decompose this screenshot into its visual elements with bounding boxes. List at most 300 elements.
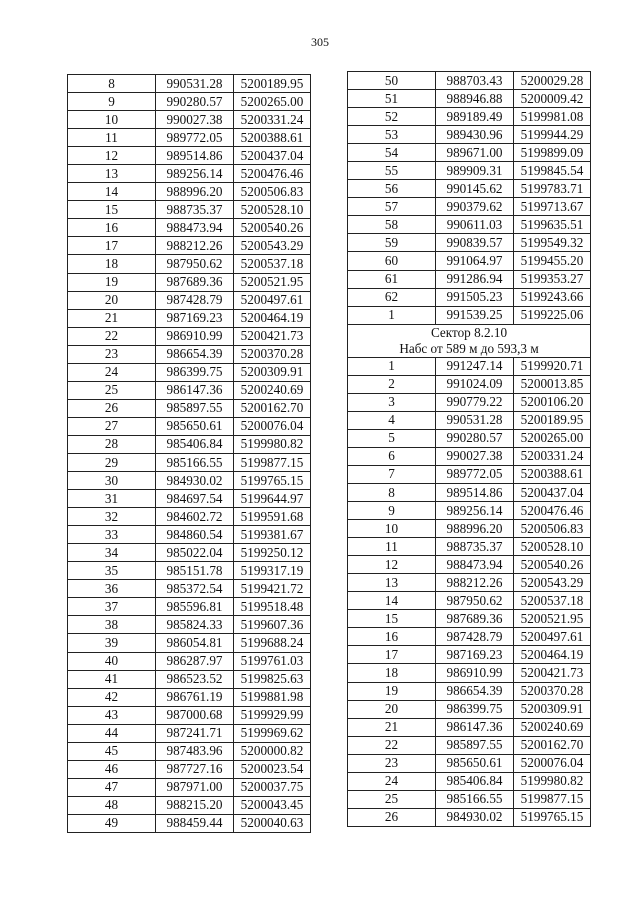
x-coordinate-cell: 984860.54 (156, 526, 234, 544)
x-coordinate-cell: 987950.62 (156, 255, 234, 273)
x-coordinate-cell: 990280.57 (156, 93, 234, 111)
x-coordinate-cell: 988996.20 (156, 183, 234, 201)
y-coordinate-cell: 5200029.28 (514, 72, 591, 90)
y-coordinate-cell: 5200331.24 (234, 111, 311, 129)
table-row (68, 435, 311, 453)
y-coordinate-cell: 5200528.10 (234, 201, 311, 219)
x-coordinate-cell: 989430.96 (436, 126, 514, 144)
table-row (68, 345, 311, 363)
table-row (68, 399, 311, 417)
table-row (348, 790, 591, 808)
table-row (68, 363, 311, 381)
y-coordinate-cell: 5199980.82 (514, 772, 591, 790)
table-row (68, 580, 311, 598)
x-coordinate-cell: 986910.99 (156, 327, 234, 345)
y-coordinate-cell: 5199929.99 (234, 706, 311, 724)
table-row (68, 183, 311, 201)
y-coordinate-cell: 5200265.00 (234, 93, 311, 111)
y-coordinate-cell: 5199421.72 (234, 580, 311, 598)
table-row (68, 327, 311, 345)
point-number-cell: 22 (348, 736, 436, 754)
x-coordinate-cell: 989256.14 (156, 165, 234, 183)
sector-title: Сектор 8.2.10 (430, 324, 508, 340)
table-row (348, 664, 591, 682)
x-coordinate-cell: 990839.57 (436, 234, 514, 252)
point-number-cell: 29 (68, 453, 156, 471)
table-row (68, 309, 311, 327)
point-number-cell: 16 (68, 219, 156, 237)
y-coordinate-cell: 5199877.15 (234, 453, 311, 471)
point-number-cell: 62 (348, 288, 436, 306)
x-coordinate-cell: 991247.14 (436, 357, 514, 375)
point-number-cell: 19 (68, 273, 156, 291)
x-coordinate-cell: 986523.52 (156, 670, 234, 688)
point-number-cell: 44 (68, 724, 156, 742)
y-coordinate-cell: 5199881.98 (234, 688, 311, 706)
point-number-cell: 26 (68, 399, 156, 417)
y-coordinate-cell: 5200537.18 (234, 255, 311, 273)
y-coordinate-cell: 5200388.61 (234, 129, 311, 147)
table-row (68, 796, 311, 814)
table-row (68, 688, 311, 706)
x-coordinate-cell: 991505.23 (436, 288, 514, 306)
table-row (68, 760, 311, 778)
point-number-cell: 11 (68, 129, 156, 147)
x-coordinate-cell: 988946.88 (436, 90, 514, 108)
x-coordinate-cell: 990531.28 (156, 75, 234, 93)
y-coordinate-cell: 5199899.09 (514, 144, 591, 162)
point-number-cell: 23 (348, 754, 436, 772)
y-coordinate-cell: 5200162.70 (514, 736, 591, 754)
table-row (68, 490, 311, 508)
table-row (348, 375, 591, 393)
y-coordinate-cell: 5200543.29 (514, 574, 591, 592)
y-coordinate-cell: 5200370.28 (234, 345, 311, 363)
table-row (348, 736, 591, 754)
y-coordinate-cell: 5200476.46 (234, 165, 311, 183)
y-coordinate-cell: 5199607.36 (234, 616, 311, 634)
y-coordinate-cell: 5200537.18 (514, 592, 591, 610)
x-coordinate-cell: 987727.16 (156, 760, 234, 778)
x-coordinate-cell: 991064.97 (436, 252, 514, 270)
x-coordinate-cell: 989514.86 (156, 147, 234, 165)
point-number-cell: 45 (68, 742, 156, 760)
x-coordinate-cell: 989256.14 (436, 502, 514, 520)
point-number-cell: 3 (348, 393, 436, 411)
x-coordinate-cell: 988703.43 (436, 72, 514, 90)
table-row (68, 75, 311, 93)
x-coordinate-cell: 985650.61 (156, 417, 234, 435)
table-row (68, 634, 311, 652)
point-number-cell: 9 (348, 502, 436, 520)
point-number-cell: 58 (348, 216, 436, 234)
x-coordinate-cell: 988459.44 (156, 814, 234, 832)
y-coordinate-cell: 5199825.63 (234, 670, 311, 688)
point-number-cell: 59 (348, 234, 436, 252)
table-row (348, 144, 591, 162)
table-row (348, 72, 591, 90)
x-coordinate-cell: 985596.81 (156, 598, 234, 616)
x-coordinate-cell: 988735.37 (156, 201, 234, 219)
point-number-cell: 20 (68, 291, 156, 309)
y-coordinate-cell: 5200497.61 (234, 291, 311, 309)
y-coordinate-cell: 5200464.19 (514, 646, 591, 664)
y-coordinate-cell: 5200540.26 (234, 219, 311, 237)
y-coordinate-cell: 5199225.06 (514, 306, 591, 324)
point-number-cell: 23 (68, 345, 156, 363)
table-row (348, 411, 591, 429)
table-row (348, 252, 591, 270)
coordinates-table-left-body (68, 75, 311, 833)
x-coordinate-cell: 986654.39 (436, 682, 514, 700)
table-row (348, 198, 591, 216)
point-number-cell: 6 (348, 447, 436, 465)
table-row (68, 562, 311, 580)
table-row (348, 465, 591, 483)
y-coordinate-cell: 5200040.63 (234, 814, 311, 832)
point-number-cell: 28 (68, 435, 156, 453)
table-row (68, 273, 311, 291)
point-number-cell: 53 (348, 126, 436, 144)
table-row (68, 129, 311, 147)
coordinates-table-right-body-before (348, 72, 591, 325)
point-number-cell: 57 (348, 198, 436, 216)
y-coordinate-cell: 5200464.19 (234, 309, 311, 327)
y-coordinate-cell: 5199783.71 (514, 180, 591, 198)
point-number-cell: 25 (68, 381, 156, 399)
table-row (348, 270, 591, 288)
y-coordinate-cell: 5200540.26 (514, 556, 591, 574)
table-row (348, 502, 591, 520)
x-coordinate-cell: 988215.20 (156, 796, 234, 814)
y-coordinate-cell: 5199250.12 (234, 544, 311, 562)
table-row (348, 574, 591, 592)
table-row (68, 814, 311, 832)
point-number-cell: 38 (68, 616, 156, 634)
x-coordinate-cell: 987483.96 (156, 742, 234, 760)
table-row (348, 288, 591, 306)
x-coordinate-cell: 987950.62 (436, 592, 514, 610)
table-row (68, 147, 311, 165)
sector-heading-group (348, 324, 591, 357)
point-number-cell: 37 (68, 598, 156, 616)
table-row (348, 357, 591, 375)
x-coordinate-cell: 991286.94 (436, 270, 514, 288)
table-row (348, 234, 591, 252)
x-coordinate-cell: 985372.54 (156, 580, 234, 598)
y-coordinate-cell: 5200543.29 (234, 237, 311, 255)
y-coordinate-cell: 5200506.83 (514, 520, 591, 538)
point-number-cell: 20 (348, 700, 436, 718)
y-coordinate-cell: 5199980.82 (234, 435, 311, 453)
y-coordinate-cell: 5200521.95 (514, 610, 591, 628)
x-coordinate-cell: 987169.23 (156, 309, 234, 327)
point-number-cell: 17 (348, 646, 436, 664)
x-coordinate-cell: 987169.23 (436, 646, 514, 664)
x-coordinate-cell: 989909.31 (436, 162, 514, 180)
table-row (68, 616, 311, 634)
table-row (348, 180, 591, 198)
y-coordinate-cell: 5199981.08 (514, 108, 591, 126)
table-row (348, 90, 591, 108)
x-coordinate-cell: 988212.26 (436, 574, 514, 592)
point-number-cell: 41 (68, 670, 156, 688)
point-number-cell: 11 (348, 538, 436, 556)
page-number: 305 (311, 35, 329, 49)
table-row (348, 126, 591, 144)
point-number-cell: 30 (68, 472, 156, 490)
table-row (348, 538, 591, 556)
table-row (68, 201, 311, 219)
y-coordinate-cell: 5199688.24 (234, 634, 311, 652)
point-number-cell: 1 (348, 357, 436, 375)
y-coordinate-cell: 5199713.67 (514, 198, 591, 216)
x-coordinate-cell: 991024.09 (436, 375, 514, 393)
point-number-cell: 55 (348, 162, 436, 180)
x-coordinate-cell: 985406.84 (156, 435, 234, 453)
table-row (68, 544, 311, 562)
point-number-cell: 43 (68, 706, 156, 724)
table-row (348, 447, 591, 465)
x-coordinate-cell: 988212.26 (156, 237, 234, 255)
x-coordinate-cell: 989189.49 (436, 108, 514, 126)
point-number-cell: 18 (68, 255, 156, 273)
x-coordinate-cell: 986147.36 (156, 381, 234, 399)
table-row (348, 610, 591, 628)
point-number-cell: 24 (68, 363, 156, 381)
x-coordinate-cell: 990379.62 (436, 198, 514, 216)
x-coordinate-cell: 988473.94 (436, 556, 514, 574)
point-number-cell: 17 (68, 237, 156, 255)
x-coordinate-cell: 985824.33 (156, 616, 234, 634)
x-coordinate-cell: 987428.79 (156, 291, 234, 309)
y-coordinate-cell: 5200009.42 (514, 90, 591, 108)
table-row (68, 670, 311, 688)
y-coordinate-cell: 5200331.24 (514, 447, 591, 465)
point-number-cell: 39 (68, 634, 156, 652)
y-coordinate-cell: 5200421.73 (514, 664, 591, 682)
x-coordinate-cell: 988473.94 (156, 219, 234, 237)
x-coordinate-cell: 985897.55 (436, 736, 514, 754)
x-coordinate-cell: 990027.38 (156, 111, 234, 129)
y-coordinate-cell: 5199877.15 (514, 790, 591, 808)
table-row (348, 483, 591, 501)
y-coordinate-cell: 5199845.54 (514, 162, 591, 180)
point-number-cell: 14 (68, 183, 156, 201)
point-number-cell: 7 (348, 465, 436, 483)
x-coordinate-cell: 986147.36 (436, 718, 514, 736)
sector-subtitle: Набс от 589 м до 593,3 м (399, 340, 539, 356)
point-number-cell: 8 (68, 75, 156, 93)
table-row (348, 520, 591, 538)
table-row (348, 772, 591, 790)
x-coordinate-cell: 989514.86 (436, 483, 514, 501)
table-row (68, 291, 311, 309)
point-number-cell: 16 (348, 628, 436, 646)
table-row (348, 646, 591, 664)
table-row (68, 706, 311, 724)
x-coordinate-cell: 985897.55 (156, 399, 234, 417)
coordinates-table-right (347, 71, 591, 827)
point-number-cell: 27 (68, 417, 156, 435)
y-coordinate-cell: 5200240.69 (234, 381, 311, 399)
table-row (348, 628, 591, 646)
point-number-cell: 5 (348, 429, 436, 447)
table-row (68, 778, 311, 796)
point-number-cell: 13 (68, 165, 156, 183)
x-coordinate-cell: 984697.54 (156, 490, 234, 508)
x-coordinate-cell: 991539.25 (436, 306, 514, 324)
x-coordinate-cell: 990280.57 (436, 429, 514, 447)
y-coordinate-cell: 5200189.95 (514, 411, 591, 429)
table-row (68, 93, 311, 111)
point-number-cell: 25 (348, 790, 436, 808)
point-number-cell: 49 (68, 814, 156, 832)
table-row (348, 162, 591, 180)
table-row (68, 724, 311, 742)
y-coordinate-cell: 5200076.04 (514, 754, 591, 772)
x-coordinate-cell: 987000.68 (156, 706, 234, 724)
point-number-cell: 8 (348, 483, 436, 501)
y-coordinate-cell: 5200240.69 (514, 718, 591, 736)
y-coordinate-cell: 5200521.95 (234, 273, 311, 291)
x-coordinate-cell: 984930.02 (156, 472, 234, 490)
point-number-cell: 46 (68, 760, 156, 778)
point-number-cell: 2 (348, 375, 436, 393)
y-coordinate-cell: 5200437.04 (234, 147, 311, 165)
point-number-cell: 35 (68, 562, 156, 580)
y-coordinate-cell: 5199591.68 (234, 508, 311, 526)
table-row (68, 472, 311, 490)
coordinates-table-left (67, 74, 311, 833)
table-row (348, 429, 591, 447)
point-number-cell: 14 (348, 592, 436, 610)
point-number-cell: 21 (68, 309, 156, 327)
table-row (68, 381, 311, 399)
point-number-cell: 61 (348, 270, 436, 288)
table-row (68, 219, 311, 237)
y-coordinate-cell: 5200497.61 (514, 628, 591, 646)
table-row (348, 393, 591, 411)
y-coordinate-cell: 5199765.15 (234, 472, 311, 490)
y-coordinate-cell: 5200421.73 (234, 327, 311, 345)
table-row (68, 508, 311, 526)
y-coordinate-cell: 5200476.46 (514, 502, 591, 520)
y-coordinate-cell: 5200189.95 (234, 75, 311, 93)
y-coordinate-cell: 5200370.28 (514, 682, 591, 700)
x-coordinate-cell: 988735.37 (436, 538, 514, 556)
y-coordinate-cell: 5200528.10 (514, 538, 591, 556)
point-number-cell: 52 (348, 108, 436, 126)
point-number-cell: 31 (68, 490, 156, 508)
y-coordinate-cell: 5199317.19 (234, 562, 311, 580)
x-coordinate-cell: 987689.36 (436, 610, 514, 628)
point-number-cell: 42 (68, 688, 156, 706)
x-coordinate-cell: 986399.75 (436, 700, 514, 718)
point-number-cell: 24 (348, 772, 436, 790)
y-coordinate-cell: 5199644.97 (234, 490, 311, 508)
x-coordinate-cell: 986399.75 (156, 363, 234, 381)
x-coordinate-cell: 990611.03 (436, 216, 514, 234)
y-coordinate-cell: 5200106.20 (514, 393, 591, 411)
x-coordinate-cell: 990779.22 (436, 393, 514, 411)
table-row (348, 754, 591, 772)
point-number-cell: 22 (68, 327, 156, 345)
point-number-cell: 32 (68, 508, 156, 526)
table-row (68, 111, 311, 129)
x-coordinate-cell: 990145.62 (436, 180, 514, 198)
table-row (348, 718, 591, 736)
y-coordinate-cell: 5200043.45 (234, 796, 311, 814)
y-coordinate-cell: 5199920.71 (514, 357, 591, 375)
table-row (68, 237, 311, 255)
point-number-cell: 51 (348, 90, 436, 108)
point-number-cell: 18 (348, 664, 436, 682)
y-coordinate-cell: 5200265.00 (514, 429, 591, 447)
y-coordinate-cell: 5200162.70 (234, 399, 311, 417)
point-number-cell: 21 (348, 718, 436, 736)
x-coordinate-cell: 987241.71 (156, 724, 234, 742)
x-coordinate-cell: 987971.00 (156, 778, 234, 796)
table-row (68, 526, 311, 544)
point-number-cell: 34 (68, 544, 156, 562)
point-number-cell: 13 (348, 574, 436, 592)
table-row (68, 742, 311, 760)
table-row (348, 556, 591, 574)
y-coordinate-cell: 5200023.54 (234, 760, 311, 778)
x-coordinate-cell: 987689.36 (156, 273, 234, 291)
x-coordinate-cell: 984602.72 (156, 508, 234, 526)
point-number-cell: 54 (348, 144, 436, 162)
x-coordinate-cell: 984930.02 (436, 808, 514, 826)
x-coordinate-cell: 986054.81 (156, 634, 234, 652)
x-coordinate-cell: 985166.55 (436, 790, 514, 808)
y-coordinate-cell: 5200437.04 (514, 483, 591, 501)
point-number-cell: 10 (348, 520, 436, 538)
point-number-cell: 26 (348, 808, 436, 826)
table-row (348, 682, 591, 700)
y-coordinate-cell: 5199455.20 (514, 252, 591, 270)
table-row (68, 255, 311, 273)
point-number-cell: 15 (348, 610, 436, 628)
point-number-cell: 4 (348, 411, 436, 429)
x-coordinate-cell: 989772.05 (436, 465, 514, 483)
y-coordinate-cell: 5200000.82 (234, 742, 311, 760)
point-number-cell: 15 (68, 201, 156, 219)
x-coordinate-cell: 986654.39 (156, 345, 234, 363)
table-row (68, 417, 311, 435)
point-number-cell: 40 (68, 652, 156, 670)
y-coordinate-cell: 5200076.04 (234, 417, 311, 435)
point-number-cell: 1 (348, 306, 436, 324)
y-coordinate-cell: 5200309.91 (514, 700, 591, 718)
point-number-cell: 19 (348, 682, 436, 700)
table-row (348, 216, 591, 234)
table-row (68, 453, 311, 471)
table-row (348, 700, 591, 718)
y-coordinate-cell: 5200309.91 (234, 363, 311, 381)
point-number-cell: 36 (68, 580, 156, 598)
point-number-cell: 33 (68, 526, 156, 544)
y-coordinate-cell: 5199969.62 (234, 724, 311, 742)
coordinates-table-right-body-after (348, 357, 591, 826)
y-coordinate-cell: 5199761.03 (234, 652, 311, 670)
table-row (348, 306, 591, 324)
x-coordinate-cell: 985406.84 (436, 772, 514, 790)
table-row (348, 108, 591, 126)
x-coordinate-cell: 985166.55 (156, 453, 234, 471)
y-coordinate-cell: 5200388.61 (514, 465, 591, 483)
